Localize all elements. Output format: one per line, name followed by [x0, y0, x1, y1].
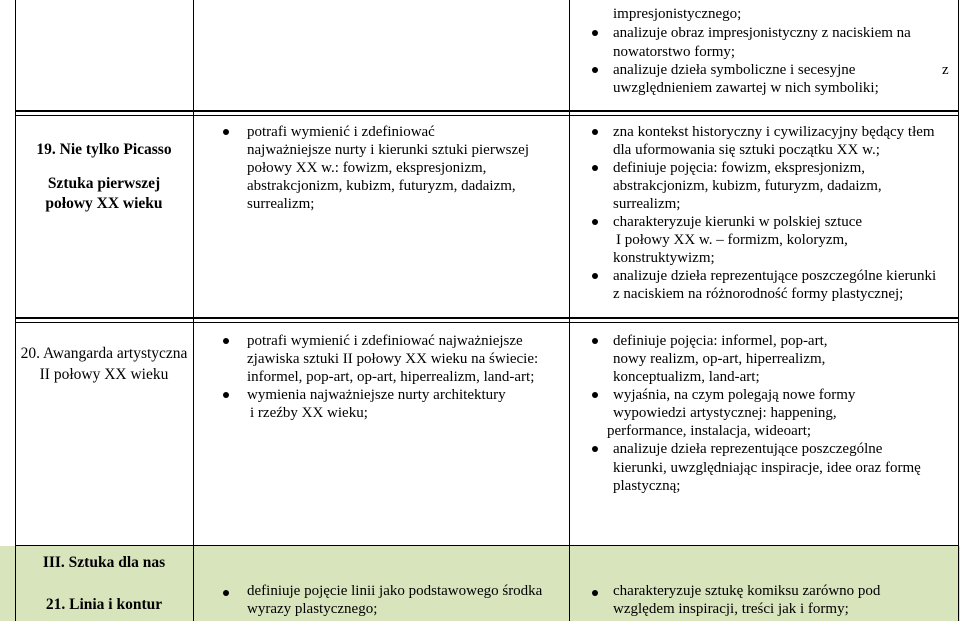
section-title: III. Sztuka dla nas	[42, 554, 166, 571]
extended-requirement-line: wypowiedzi artystycznej: happening,	[613, 405, 837, 421]
text-line: impresjonistycznego;	[613, 6, 742, 22]
grid-line-v3	[958, 0, 959, 621]
basic-requirement-line: abstrakcjonizm, kubizm, futuryzm, dadaizm,	[247, 178, 516, 194]
bullet-icon	[592, 273, 598, 279]
basic-requirement-line: definiuje pojęcie linii jako podstawowego środka	[247, 583, 543, 599]
basic-requirement-line: wyrazy plastycznego;	[247, 601, 378, 617]
extended-requirement-line: konceptualizm, land-art;	[613, 369, 760, 385]
row-separator-1	[15, 110, 959, 112]
extended-requirement-line: definiuje pojęcia: fowizm, ekspresjonizm,	[613, 160, 866, 176]
bullet-icon	[223, 338, 229, 344]
row-separator-1b	[15, 115, 959, 116]
extended-requirement-line: zna kontekst historyczny i cywilizacyjny będący tłem	[613, 124, 935, 140]
bullet-icon	[223, 129, 229, 135]
row-separator-2b	[15, 322, 959, 323]
extended-requirement-line: performance, instalacja, wideoart;	[607, 423, 812, 439]
row-title-19-line1: 19. Nie tylko Picasso	[36, 141, 172, 158]
extended-requirement-line: nowy realizm, op-art, hiperrealizm,	[613, 351, 826, 367]
basic-requirement-line: połowy XX w.: fowizm, ekspresjonizm,	[247, 160, 487, 176]
basic-requirement-line: potrafi wymienić i zdefiniować	[247, 124, 435, 140]
bullet-icon	[592, 446, 598, 452]
basic-requirement-line: najważniejsze nurty i kierunki sztuki pierwszej	[247, 142, 529, 158]
basic-requirement-line: wymienia najważniejsze nurty architektury	[247, 387, 506, 403]
extended-requirement-line: plastyczną;	[613, 478, 681, 494]
extended-requirement-line: I połowy XX w. – formizm, koloryzm,	[616, 232, 848, 248]
text-line: uwzględnieniem zawartej w nich symboliki;	[613, 80, 879, 96]
row-title-19-line2: Sztuka pierwszej	[47, 175, 161, 192]
row-title-20-line1: 20. Awangarda artystyczna	[20, 345, 188, 362]
grid-line-v0	[15, 0, 16, 621]
extended-requirement-line: surrealizm;	[613, 196, 681, 212]
bullet-icon	[592, 590, 598, 596]
text-line: analizuje obraz impresjonistyczny z naciskiem na	[613, 25, 911, 41]
row-separator-3	[15, 545, 959, 546]
extended-requirement-line: charakteryzuje sztukę komiksu zarówno pod	[613, 583, 881, 599]
basic-requirement-line: potrafi wymienić i zdefiniować najważniejsze	[247, 333, 523, 349]
extended-requirement-line: analizuje dzieła reprezentujące poszczególne	[613, 441, 883, 457]
extended-requirement-line: z naciskiem na różnorodność formy plastycznej;	[613, 286, 904, 302]
row-title-20-line2: II połowy XX wieku	[39, 366, 169, 383]
grid-line-v1	[193, 0, 194, 621]
text-line: nowatorstwo formy;	[613, 44, 736, 60]
stray-letter: z	[942, 62, 949, 78]
extended-requirement-line: definiuje pojęcia: informel, pop-art,	[613, 333, 828, 349]
bullet-icon	[592, 165, 598, 171]
extended-requirement-line: kierunki, uwzględniając inspiracje, idee oraz formę	[613, 460, 921, 476]
bullet-icon	[592, 392, 598, 398]
extended-requirement-line: konstruktywizm;	[613, 250, 715, 266]
bullet-icon	[592, 219, 598, 225]
bullet-icon	[592, 67, 598, 73]
extended-requirement-line: względem inspiracji, treści jak i formy;	[613, 601, 849, 617]
basic-requirement-line: surrealizm;	[247, 196, 315, 212]
bullet-icon	[223, 590, 229, 596]
text-line: analizuje dzieła symboliczne i secesyjne	[613, 62, 856, 78]
bullet-icon	[592, 129, 598, 135]
grid-line-v2	[569, 0, 570, 621]
bullet-icon	[592, 338, 598, 344]
basic-requirement-line: zjawiska sztuki II połowy XX wieku na świecie:	[247, 351, 539, 367]
row-title-21: 21. Linia i kontur	[45, 596, 163, 613]
extended-requirement-line: analizuje dzieła reprezentujące poszczególne kierunki	[613, 268, 937, 284]
basic-requirement-line: informel, pop-art, op-art, hiperrealizm, land-art;	[247, 369, 535, 385]
extended-requirement-line: abstrakcjonizm, kubizm, futuryzm, dadaizm,	[613, 178, 882, 194]
extended-requirement-line: wyjaśnia, na czym polegają nowe formy	[613, 387, 856, 403]
extended-requirement-line: dla uformowania się sztuki początku XX w.;	[613, 142, 880, 158]
row-title-19-line3: połowy XX wieku	[45, 195, 163, 212]
basic-requirement-line: i rzeźby XX wieku;	[250, 405, 368, 421]
bullet-icon	[223, 392, 229, 398]
bullet-icon	[592, 30, 598, 36]
extended-requirement-line: charakteryzuje kierunki w polskiej sztuce	[613, 214, 863, 230]
row-separator-2	[15, 317, 959, 319]
